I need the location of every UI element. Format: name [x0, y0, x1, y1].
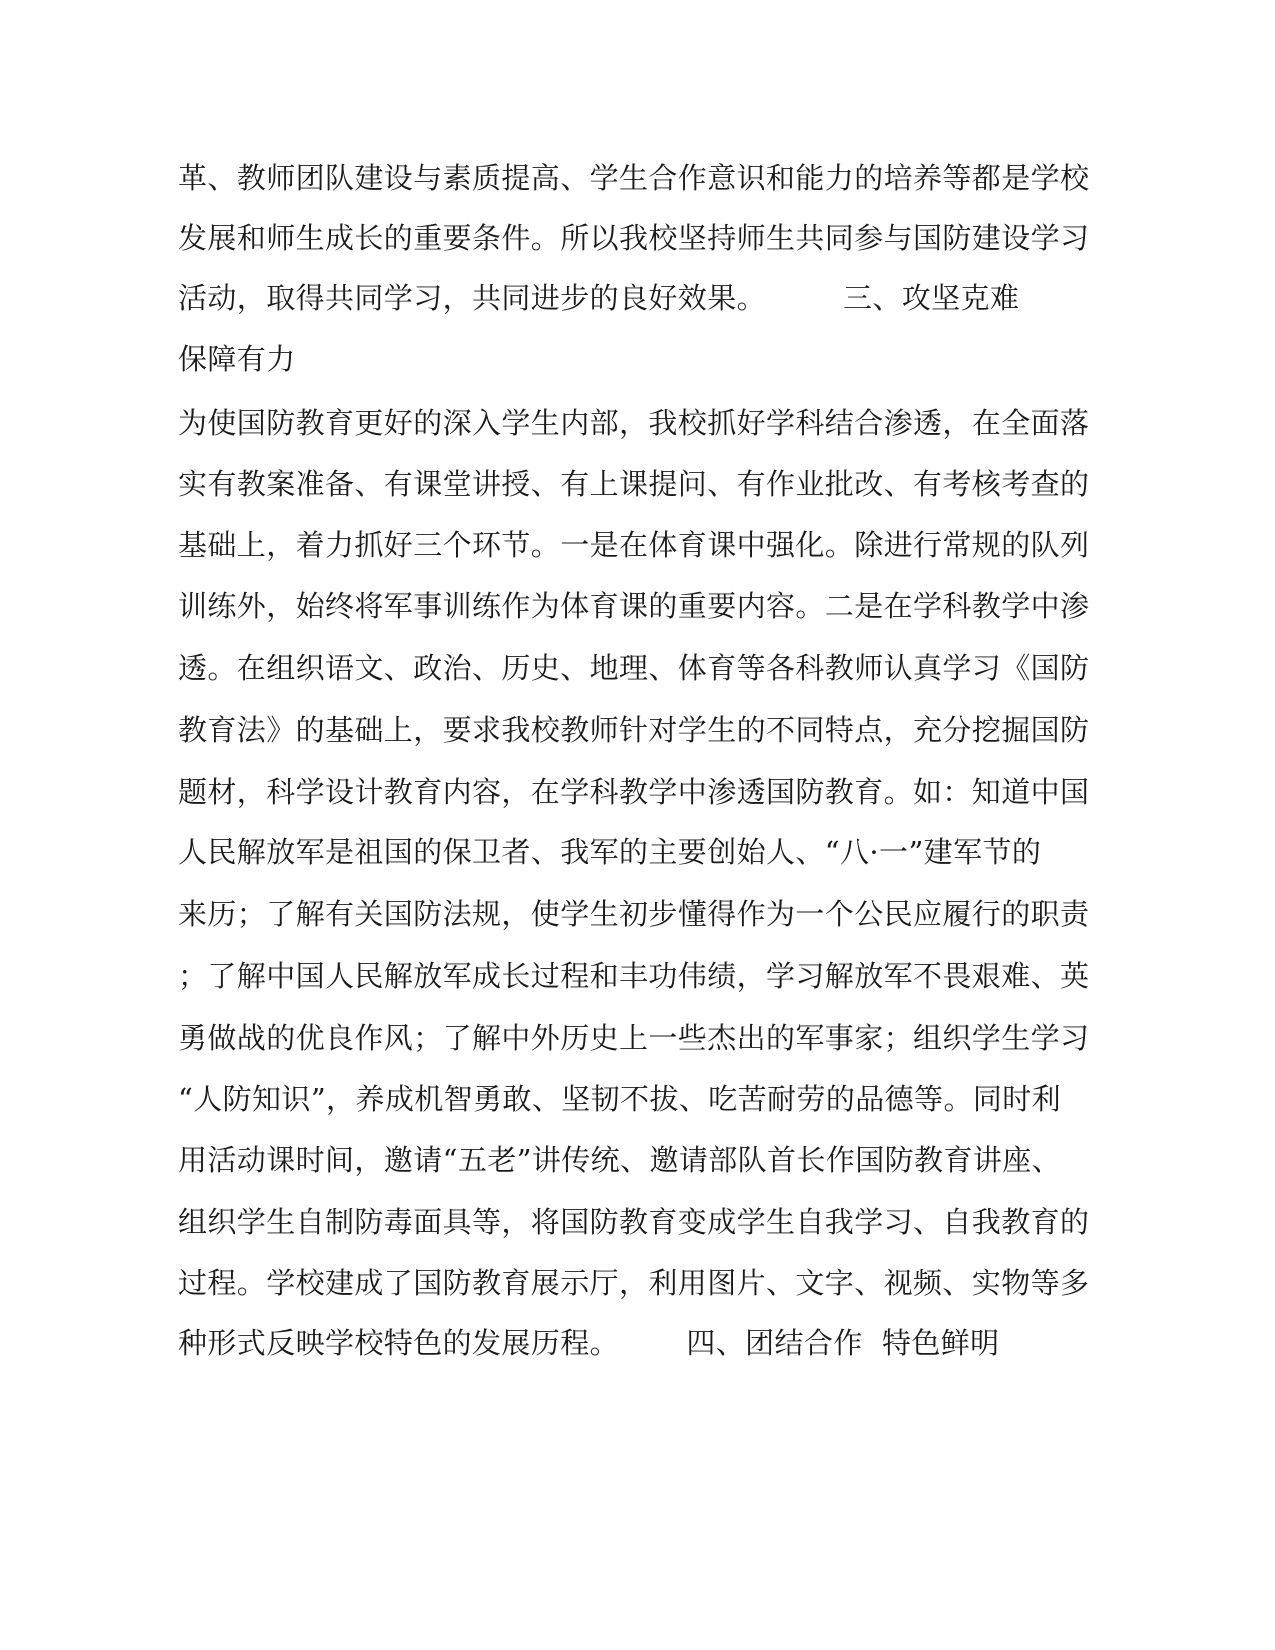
text-line: 基础上，着力抓好三个环节。一是在体育课中强化。除进行常规的队列 [178, 528, 1090, 562]
text-line: 题材，科学设计教育内容，在学科教学中渗透国防教育。如：知道中国 [178, 775, 1090, 809]
text-line: 训练外，始终将军事训练作为体育课的重要内容。二是在学科教学中渗 [178, 589, 1090, 623]
text-line: 活动，取得共同学习，共同进步的良好效果。 三、攻坚克难 [178, 281, 1020, 315]
text-line: 种形式反映学校特色的发展历程。 四、团结合作 特色鲜明 [178, 1326, 1000, 1360]
text-line: 过程。学校建成了国防教育展示厅，利用图片、文字、视频、实物等多 [178, 1266, 1090, 1300]
text-line: 革、教师团队建设与素质提高、学生合作意识和能力的培养等都是学校 [178, 161, 1090, 195]
section-heading-line: 保障有力 [178, 342, 296, 376]
text-line: 勇做战的优良作风；了解中外历史上一些杰出的军事家；组织学生学习 [178, 1021, 1090, 1055]
text-line: 实有教案准备、有课堂讲授、有上课提问、有作业批改、有考核考查的 [178, 467, 1090, 501]
text-line: 透。在组织语文、政治、历史、地理、体育等各科教师认真学习《国防 [178, 651, 1090, 685]
text-line: ；了解中国人民解放军成长过程和丰功伟绩，学习解放军不畏艰难、英 [178, 959, 1090, 993]
text-line: 用活动课时间，邀请“五老”讲传统、邀请部队首长作国防教育讲座、 [178, 1143, 1062, 1177]
text-line: 人民解放军是祖国的保卫者、我军的主要创始人、“八·一”建军节的 [178, 835, 1042, 869]
text-line: 来历；了解有关国防法规，使学生初步懂得作为一个公民应履行的职责 [178, 897, 1090, 931]
text-line: 为使国防教育更好的深入学生内部，我校抓好学科结合渗透，在全面落 [178, 406, 1090, 440]
text-line: “人防知识”，养成机智勇敢、坚韧不拔、吃苦耐劳的品德等。同时利 [178, 1082, 1062, 1116]
text-line: 组织学生自制防毒面具等，将国防教育变成学生自我学习、自我教育的 [178, 1205, 1090, 1239]
text-line: 发展和师生成长的重要条件。所以我校坚持师生共同参与国防建设学习 [178, 221, 1090, 255]
text-line: 教育法》的基础上，要求我校教师针对学生的不同特点，充分挖掘国防 [178, 713, 1090, 747]
